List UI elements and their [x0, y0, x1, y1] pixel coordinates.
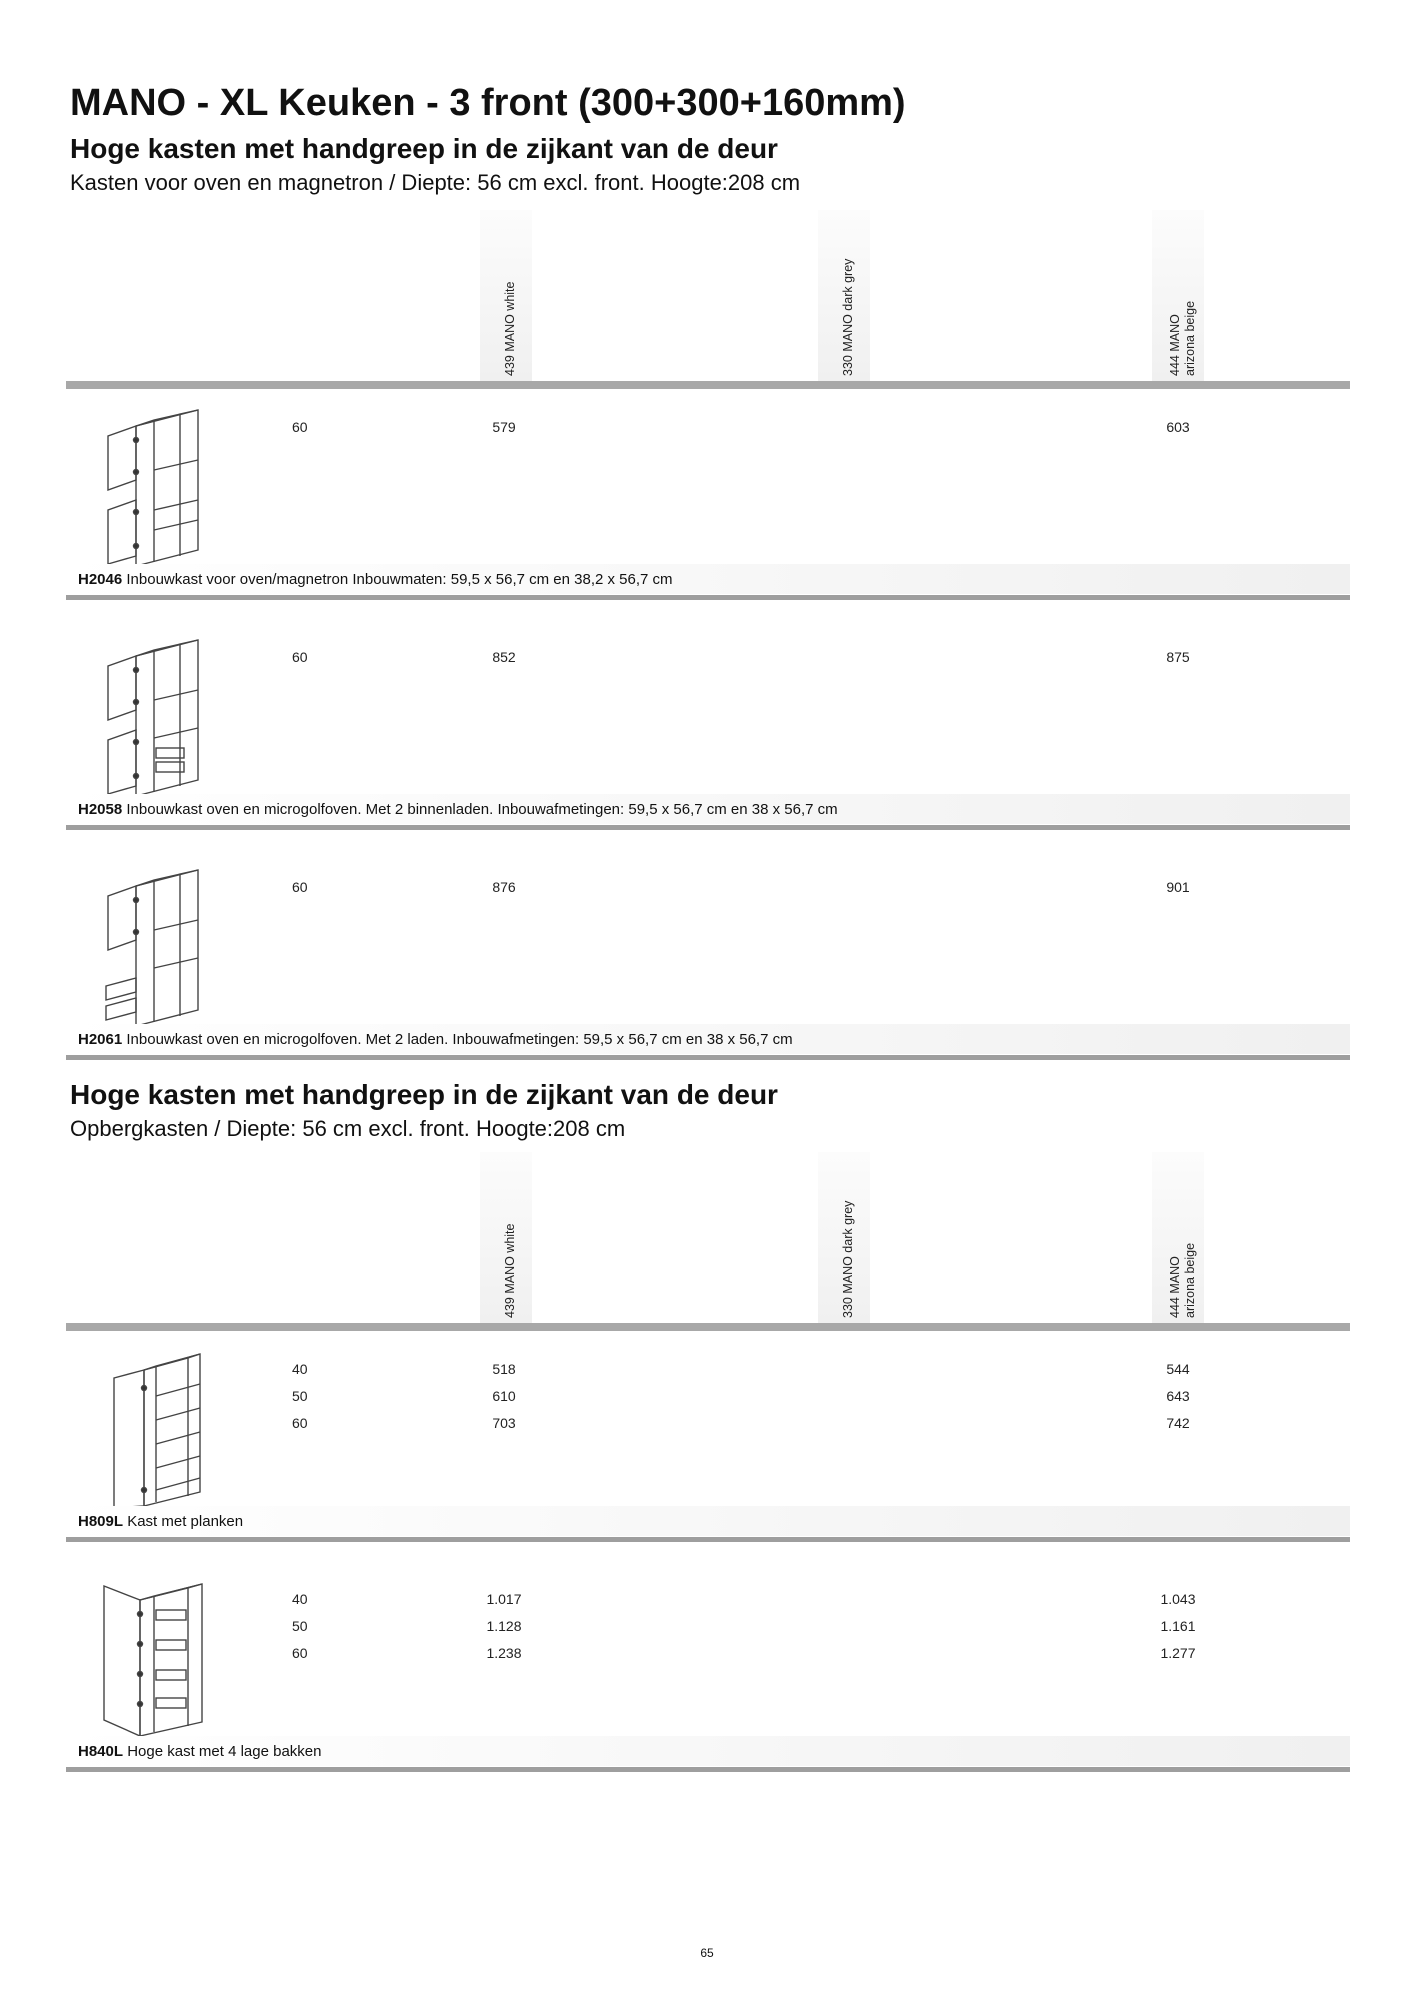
column-header-dark-grey — [818, 210, 870, 382]
section-heading: Hoge kasten met handgreep in de zijkant van de deur — [70, 133, 778, 164]
product-description — [78, 1031, 793, 1048]
price-arizona-beige: 1.277 — [1160, 1645, 1196, 1661]
header-rule — [66, 1323, 1350, 1331]
product-code: H2046 — [78, 571, 123, 588]
column-header-dark-grey — [818, 1152, 870, 1324]
price-arizona-beige: 875 — [1166, 649, 1190, 665]
row-divider — [66, 1537, 1350, 1542]
tall-shelf-cabinet-icon — [100, 1340, 210, 1510]
size-value: 60 — [292, 879, 308, 895]
size-value: 40 — [292, 1591, 308, 1607]
page-number: 65 — [700, 1946, 714, 1960]
size-value: 60 — [292, 649, 308, 665]
product-description — [78, 571, 673, 588]
column-label: 439 MANO white — [503, 281, 517, 376]
product-code: H840L — [78, 1743, 124, 1760]
column-label: 330 MANO dark grey — [841, 258, 855, 376]
product-description-band — [66, 1506, 1350, 1536]
page-title: MANO - XL Keuken - 3 front (300+300+160mm) — [70, 82, 906, 124]
column-header-arizona-beige — [1152, 210, 1204, 382]
product-code: H809L — [78, 1513, 124, 1530]
product-code: H2058 — [78, 801, 123, 818]
price-arizona-beige: 901 — [1166, 879, 1190, 895]
product-text: Inbouwkast oven en microgolfoven. Met 2 binnenladen. Inbouwafmetingen: 59,5 x 56,7 cm en 38 x 56,7 cm — [126, 801, 838, 818]
size-value: 50 — [292, 1618, 308, 1634]
product-code: H2061 — [78, 1031, 123, 1048]
price-white: 1.238 — [486, 1645, 522, 1661]
column-header-arizona-beige — [1152, 1152, 1204, 1324]
price-white: 876 — [492, 879, 516, 895]
product-text: Hoge kast met 4 lage bakken — [127, 1743, 322, 1760]
column-label: 444 MANO arizona beige — [1168, 300, 1197, 376]
column-label: 444 MANO arizona beige — [1168, 1242, 1197, 1318]
price-white: 703 — [492, 1415, 516, 1431]
price-white: 518 — [492, 1361, 516, 1377]
size-value: 60 — [292, 419, 308, 435]
price-arizona-beige: 1.043 — [1160, 1591, 1196, 1607]
price-white: 610 — [492, 1388, 516, 1404]
size-value: 50 — [292, 1388, 308, 1404]
price-arizona-beige: 643 — [1166, 1388, 1190, 1404]
product-text: Inbouwkast voor oven/magnetron Inbouwmaten: 59,5 x 56,7 cm en 38,2 x 56,7 cm — [126, 571, 673, 588]
column-header-white — [480, 1152, 532, 1324]
header-rule — [66, 381, 1350, 389]
size-value: 40 — [292, 1361, 308, 1377]
price-arizona-beige: 544 — [1166, 1361, 1190, 1377]
size-value: 60 — [292, 1415, 308, 1431]
product-description — [78, 1513, 243, 1530]
section-subheading: Kasten voor oven en magnetron / Diepte: 56 cm excl. front. Hoogte:208 cm — [70, 170, 801, 195]
product-description — [78, 801, 838, 818]
tall-oven-cabinet-icon — [96, 400, 206, 570]
product-text: Inbouwkast oven en microgolfoven. Met 2 laden. Inbouwafmetingen: 59,5 x 56,7 cm en 38 x 56,7 cm — [126, 1031, 793, 1048]
column-label: 330 MANO dark grey — [841, 1200, 855, 1318]
tall-cabinet-trays-icon — [96, 1570, 210, 1740]
price-white: 579 — [492, 419, 516, 435]
product-description — [78, 1743, 322, 1760]
size-value: 60 — [292, 1645, 308, 1661]
price-arizona-beige: 1.161 — [1160, 1618, 1196, 1634]
price-white: 852 — [492, 649, 516, 665]
price-white: 1.017 — [486, 1591, 522, 1607]
section-heading: Hoge kasten met handgreep in de zijkant van de deur — [70, 1079, 778, 1110]
product-text: Kast met planken — [127, 1513, 244, 1530]
section-subheading: Opbergkasten / Diepte: 56 cm excl. front. Hoogte:208 cm — [70, 1116, 626, 1141]
price-arizona-beige: 742 — [1166, 1415, 1190, 1431]
price-arizona-beige: 603 — [1166, 419, 1190, 435]
column-label: 439 MANO white — [503, 1223, 517, 1318]
row-divider — [66, 595, 1350, 600]
price-white: 1.128 — [486, 1618, 522, 1634]
row-divider — [66, 825, 1350, 830]
row-divider — [66, 1055, 1350, 1060]
tall-oven-cabinet-drawers-icon — [96, 860, 206, 1030]
row-divider — [66, 1767, 1350, 1772]
column-header-white — [480, 210, 532, 382]
tall-oven-cabinet-inner-drawers-icon — [96, 630, 206, 800]
